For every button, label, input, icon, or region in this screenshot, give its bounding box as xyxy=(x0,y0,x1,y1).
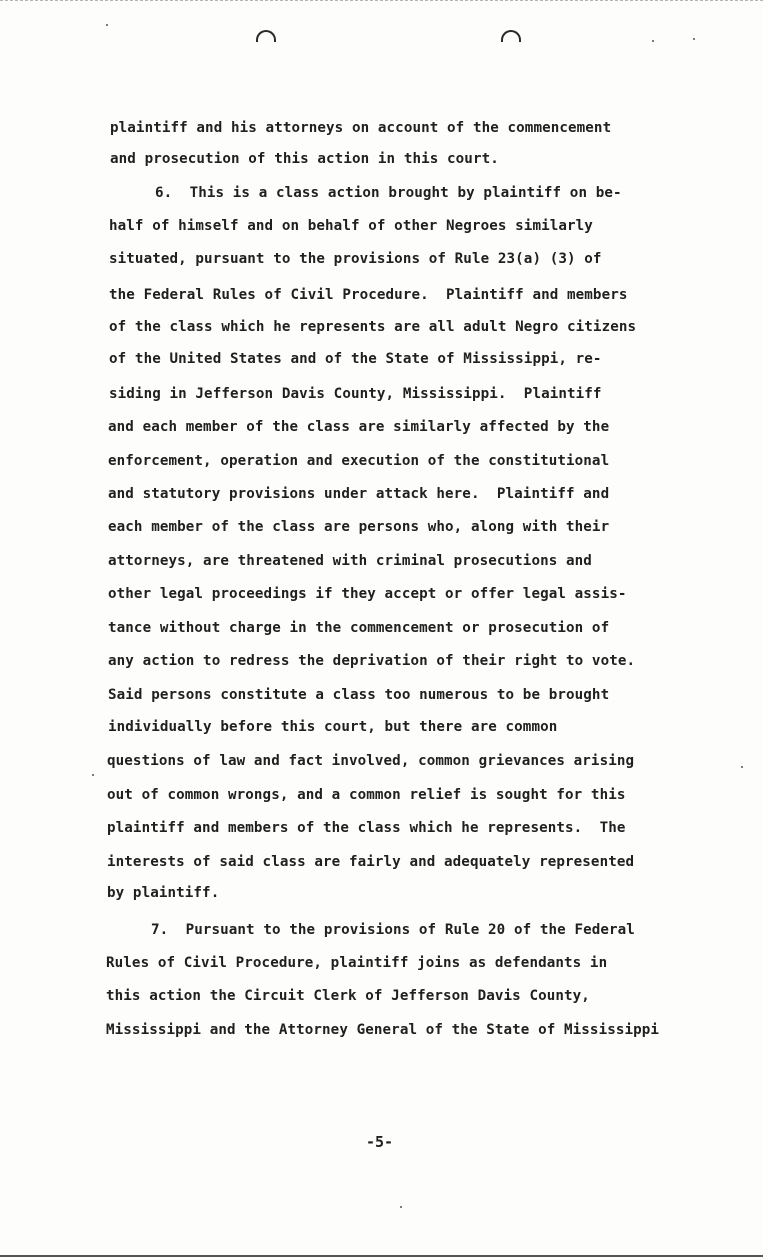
text-line: of the United States and of the State of Mississippi, re- xyxy=(109,351,602,367)
text-line: siding in Jefferson Davis County, Mississippi. Plaintiff xyxy=(109,386,602,402)
text-line: enforcement, operation and execution of the constitutional xyxy=(108,453,610,469)
paragraph-7-start: 7. Pursuant to the provisions of Rule 20 of the Federal xyxy=(151,922,635,938)
text-line: individually before this court, but there are common xyxy=(108,719,558,735)
binder-hole-mark-left xyxy=(256,30,276,42)
text-line: this action the Circuit Clerk of Jefferson Davis County, xyxy=(106,988,590,1004)
binder-hole-mark-right xyxy=(501,30,521,42)
text-line: and prosecution of this action in this court. xyxy=(110,151,499,167)
paragraph-6-start: 6. This is a class action brought by plaintiff on be- xyxy=(155,185,622,201)
text-line: and statutory provisions under attack here. Plaintiff and xyxy=(108,486,610,502)
text-line: the Federal Rules of Civil Procedure. Plaintiff and members xyxy=(109,287,628,303)
text-line: and each member of the class are similarly affected by the xyxy=(108,419,610,435)
text-line: plaintiff and his attorneys on account of the commencement xyxy=(110,120,612,136)
text-line: each member of the class are persons who, along with their xyxy=(108,519,610,535)
text-line: half of himself and on behalf of other Negroes similarly xyxy=(109,218,593,234)
text-line: any action to redress the deprivation of their right to vote. xyxy=(108,653,636,669)
text-line: of the class which he represents are all adult Negro citizens xyxy=(109,319,637,335)
text-line: questions of law and fact involved, common grievances arising xyxy=(107,753,635,769)
text-line: attorneys, are threatened with criminal prosecutions and xyxy=(108,553,592,569)
paper-speck xyxy=(400,1206,402,1208)
text-line: other legal proceedings if they accept or offer legal assis- xyxy=(108,586,627,602)
text-line: situated, pursuant to the provisions of Rule 23(a) (3) of xyxy=(109,251,602,267)
text-line: Rules of Civil Procedure, plaintiff joins as defendants in xyxy=(106,955,608,971)
paper-speck xyxy=(652,40,654,42)
text-line: tance without charge in the commencement or prosecution of xyxy=(108,620,610,636)
paper-speck xyxy=(92,774,94,776)
top-edge-border xyxy=(0,0,763,1)
paper-speck xyxy=(741,766,743,768)
text-line: interests of said class are fairly and adequately represented xyxy=(107,854,635,870)
text-line: Mississippi and the Attorney General of the State of Mississippi xyxy=(106,1022,660,1038)
text-line: by plaintiff. xyxy=(107,885,220,901)
text-line: out of common wrongs, and a common relief is sought for this xyxy=(107,787,626,803)
bottom-edge-border xyxy=(0,1255,763,1257)
page-number: -5- xyxy=(366,1133,394,1151)
paper-speck xyxy=(693,38,695,40)
text-line: plaintiff and members of the class which he represents. The xyxy=(107,820,626,836)
text-line: Said persons constitute a class too numerous to be brought xyxy=(108,687,610,703)
paper-speck xyxy=(106,24,108,26)
